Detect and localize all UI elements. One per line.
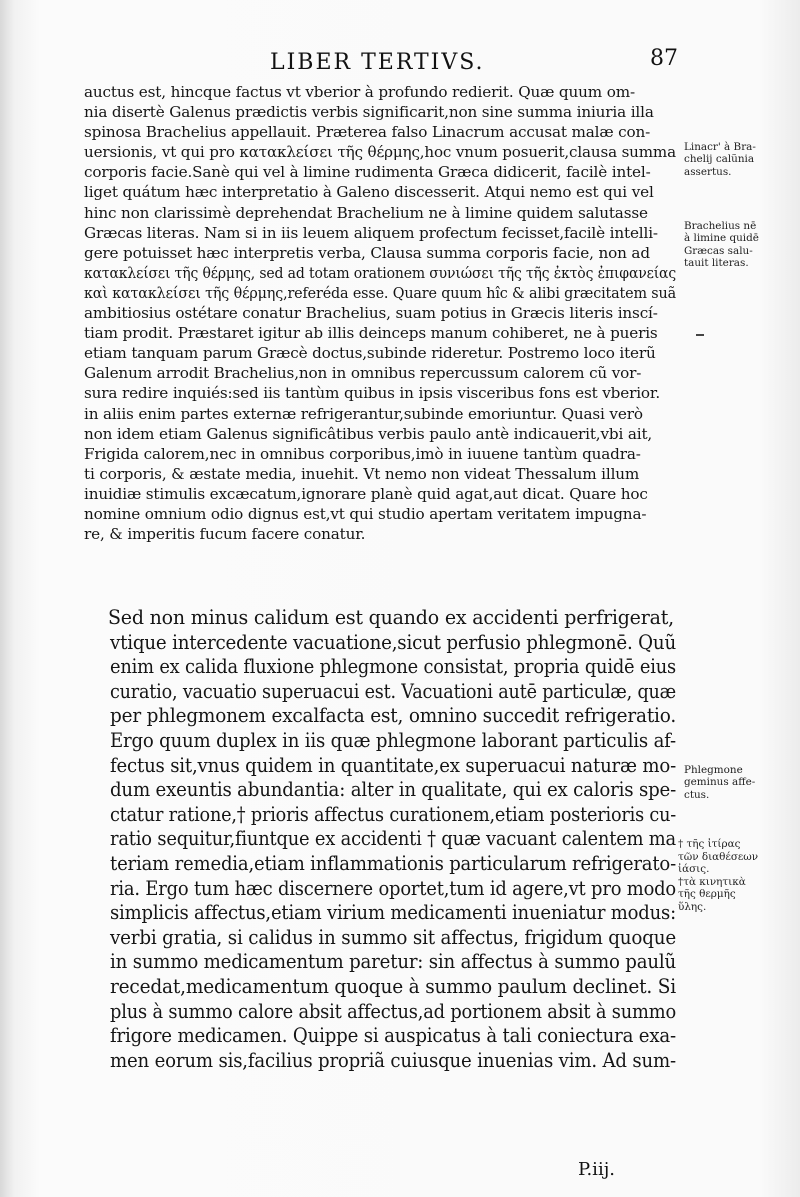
text-line: tiam prodit. Præstaret igitur ab illis deinceps manum cohiberet, ne à pueris — [84, 324, 658, 343]
text-line: per phlegmonem excalfacta est, omnino succedit refrigeratio. — [110, 704, 676, 728]
text-line: frigore medicamen. Quippe si auspicatus à tali coniectura exa- — [110, 1024, 676, 1048]
text-line: Græcas literas. Nam si in iis leuem aliquem profectum fecisset,facilè intelli- — [84, 223, 658, 242]
note-line: †τὰ κινητικὰ — [678, 875, 746, 888]
main-text-block — [108, 606, 735, 1073]
note-line: tauit literas. — [684, 257, 749, 270]
text-line: nia disertè Galenus prædictis verbis significarit,non sine summa iniuria illa — [84, 103, 654, 122]
note-line: τῶν διαθέσεων — [678, 850, 759, 863]
text-line: vtique intercedente vacuatione,sicut perfusio phlegmonē. Quũ — [110, 630, 677, 654]
note-line: assertus. — [684, 165, 732, 178]
signature-mark: P.iij. — [578, 1159, 616, 1180]
text-line: curatio, vacuatio superuacui est. Vacuationi autē particulæ, quæ — [110, 679, 676, 703]
text-line: auctus est, hincque factus vt vberior à profundo redierit. Quæ quum om- — [84, 83, 635, 101]
text-line: ratio sequitur,fiuntque ex accidenti † quæ vacuant calentem ma — [110, 827, 677, 851]
text-line: nomine omnium odio dignus est,vt qui studio apertam veritatem impugna- — [84, 504, 647, 523]
note-line: à limine quidē — [684, 232, 759, 245]
marginal-note-greek — [678, 838, 798, 914]
running-title: LIBER TERTIVS. — [270, 50, 485, 75]
text-line: recedat,medicamentum quoque à summo paulum declinet. Si — [110, 974, 676, 998]
text-line: fectus sit,vnus quidem in quantitate,ex superuacui naturæ mo- — [110, 753, 677, 777]
marginal-note-phlegmone — [684, 764, 794, 801]
text-line: Frigida calorem,nec in omnibus corporibus,imò in iuuene tantùm quadra- — [84, 444, 641, 463]
text-line: corporis facie.Sanè qui vel à limine rudimenta Græca didicerit, facilè intel- — [84, 163, 651, 182]
text-line: teriam remedia,etiam inflammationis particularum refrigerato- — [110, 851, 677, 875]
text-line: κατακλείσει τῆς θέρμης, sed ad totam orationem συνιώσει τῆς τῆς ἐκτὸς ἐπιφανείας — [84, 263, 677, 282]
note-line: Græcas salu- — [684, 244, 753, 257]
text-line: etiam tanquam parum Græcè doctus,subinde rideretur. Postremo loco iterũ — [84, 344, 656, 363]
note-line: Brachelius nē — [684, 220, 757, 232]
marginal-note-linacrus — [684, 141, 794, 178]
text-line: sura redire inquiés:sed iis tantùm quibus in ipsis visceribus fons est vberior. — [84, 384, 661, 403]
text-line: men eorum sis,facilius propriã cuiusque inuenias vim. Ad sum- — [110, 1048, 676, 1072]
commentary-text-block — [84, 82, 728, 544]
text-line: hinc non clarissimè deprehendat Brachelium ne à limine quidem salutasse — [84, 203, 648, 222]
note-line: ctus. — [684, 788, 710, 801]
text-line: uersionis, vt qui pro κατακλείσει τῆς θέρμης,hoc vnum posuerit,clausa summa — [84, 143, 676, 162]
text-line: re, & imperitis fucum facere conatur. — [84, 525, 366, 544]
text-line: plus à summo calore absit affectus,ad portionem absit à summo — [110, 999, 677, 1023]
text-line: Ergo quum duplex in iis quæ phlegmone laborant particulis af- — [110, 728, 676, 752]
note-line: † τῆς ἰτίρας — [678, 838, 741, 850]
text-line: gere potuisset hæc interpretis verba, Clausa summa corporis facie, non ad — [84, 243, 650, 262]
note-line: geminus affe- — [684, 776, 756, 789]
margin-dash — [696, 334, 704, 336]
text-line: non idem etiam Galenus significâtibus verbis paulo antè indicauerit,vbi ait, — [84, 424, 653, 443]
text-line: dum exeuntis abundantia: alter in qualitate, qui ex caloris spe- — [110, 778, 677, 802]
note-line: chelij calũnia — [684, 153, 755, 166]
text-line: verbi gratia, si calidus in summo sit affectus, frigidum quoque — [110, 925, 677, 949]
page-number: 87 — [650, 46, 678, 71]
text-line: in aliis enim partes externæ refrigerantur,subinde emoriuntur. Quasi verò — [84, 404, 643, 423]
text-line: ambitiosius ostétare conatur Brachelius, suam potius in Græcis literis inscí- — [84, 304, 658, 323]
marginal-note-brachelius — [684, 220, 794, 270]
text-line: simplicis affectus,etiam virium medicamenti inueniatur modus: — [110, 901, 676, 925]
text-line: in summo medicamentum paretur: sin affectus à summo paulũ — [110, 950, 676, 974]
text-line: liget quátum hæc interpretatio à Galeno discesserit. Atqui nemo est qui vel — [84, 183, 654, 202]
note-line: τῆς θερμῆς — [678, 888, 736, 901]
note-line: Linacr' à Bra- — [684, 141, 756, 153]
text-line: ctatur ratione,† prioris affectus curationem,etiam posterioris cu- — [110, 802, 677, 826]
text-line: enim ex calida fluxione phlegmone consistat, propria quidē eius — [110, 655, 676, 679]
text-line: inuidiæ stimulis excæcatum,ignorare planè quid agat,aut dicat. Quare hoc — [84, 484, 648, 503]
text-line: καὶ κατακλείσει τῆς θέρμης,referéda esse. Quare quum hîc & alibi græcitatem suã — [84, 283, 676, 302]
note-line: ἰάσις. — [678, 863, 710, 876]
note-line: Phlegmone — [684, 764, 743, 776]
text-line: spinosa Brachelius appellauit. Præterea falso Linacrum accusat malæ con- — [84, 123, 651, 142]
text-line: Sed non minus calidum est quando ex accidenti perfrigerat, — [108, 606, 674, 629]
text-line: ria. Ergo tum hæc discernere oportet,tum id agere,vt pro modo — [110, 876, 677, 900]
note-line: ὕλης. — [678, 900, 707, 913]
text-line: Galenum arrodit Brachelius,non in omnibus repercussum calorem cũ vor- — [84, 364, 642, 383]
text-line: ti corporis, & æstate media, inuehit. Vt nemo non videat Thessalum illum — [84, 464, 640, 483]
